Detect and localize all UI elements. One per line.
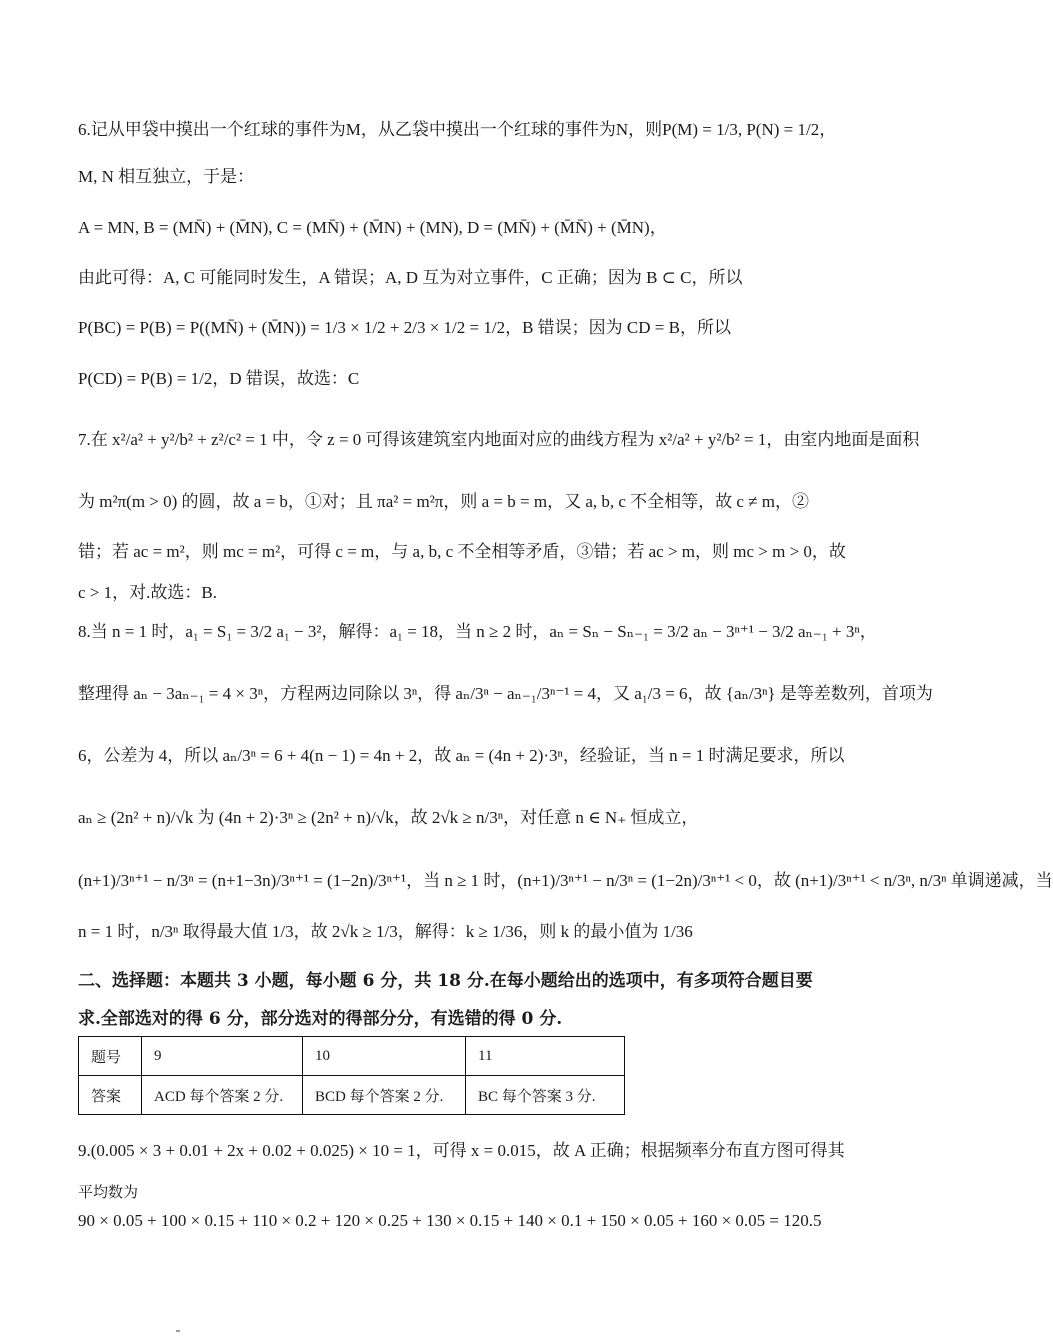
table-cell: 题号	[79, 1037, 142, 1076]
text-line: P(BC) = P(B) = P((MN̄) + (M̄N)) = 1/3 × 1/2 + 2/3 × 1/2 = 1/2，B 错误；因为 CD = B，所以	[78, 318, 731, 337]
text-line: 整理得 aₙ − 3aₙ₋₁ = 4 × 3ⁿ，方程两边同除以 3ⁿ，得 aₙ/3ⁿ − aₙ₋₁/3ⁿ⁻¹ = 4，又 a₁/3 = 6，故 {aₙ/3ⁿ} 是等差数列，首项为	[78, 684, 933, 703]
text-line: 9.(0.005 × 3 + 0.01 + 2x + 0.02 + 0.025) × 10 = 1，可得 x = 0.015，故 A 正确；根据频率分布直方图可得其	[78, 1141, 845, 1160]
text-line: c > 1，对.故选：B.	[78, 583, 217, 602]
section-heading: 求.全部选对的得 6 分，部分选对的得部分分，有选错的得 0 分.	[78, 1009, 563, 1029]
text-line: A = MN, B = (MN̄) + (M̄N), C = (MN̄) + (M̄N) + (MN), D = (MN̄) + (M̄N̄) + (M̄N)，	[78, 218, 667, 237]
footer-mark	[176, 1330, 180, 1332]
table-cell: 10	[303, 1037, 466, 1076]
table-cell: ACD 每个答案 2 分.	[142, 1076, 303, 1115]
table-row	[79, 1076, 625, 1115]
text-line: 6.记从甲袋中摸出一个红球的事件为M，从乙袋中摸出一个红球的事件为N，则P(M) = 1/3, P(N) = 1/2，	[78, 120, 837, 139]
answer-table	[78, 1036, 625, 1115]
table-cell: 9	[142, 1037, 303, 1076]
text-line: 7.在 x²/a² + y²/b² + z²/c² = 1 中，令 z = 0 可得该建筑室内地面对应的曲线方程为 x²/a² + y²/b² = 1，由室内地面是面积	[78, 430, 920, 449]
table-cell: 答案	[79, 1076, 142, 1115]
table-cell: BC 每个答案 3 分.	[466, 1076, 625, 1115]
text-line: 6，公差为 4，所以 aₙ/3ⁿ = 6 + 4(n − 1) = 4n + 2，故 aₙ = (4n + 2)·3ⁿ，经验证，当 n = 1 时满足要求，所以	[78, 746, 845, 765]
text-line: 为 m²π(m > 0) 的圆，故 a = b，①对；且 πa² = m²π，则 a = b = m，又 a, b, c 不全相等，故 c ≠ m，②	[78, 492, 810, 511]
text-line: 由此可得：A, C 可能同时发生，A 错误；A, D 互为对立事件，C 正确；因为 B ⊂ C，所以	[78, 268, 743, 287]
text-line: 90 × 0.05 + 100 × 0.15 + 110 × 0.2 + 120 × 0.25 + 130 × 0.15 + 140 × 0.1 + 150 × 0.05 + 160 × 0.05 = 120.5	[78, 1211, 822, 1230]
text-line: n = 1 时，n/3ⁿ 取得最大值 1/3，故 2√k ≥ 1/3，解得：k ≥ 1/36，则 k 的最小值为 1/36	[78, 922, 693, 941]
text-line: (n+1)/3ⁿ⁺¹ − n/3ⁿ = (n+1−3n)/3ⁿ⁺¹ = (1−2n)/3ⁿ⁺¹，当 n ≥ 1 时，(n+1)/3ⁿ⁺¹ − n/3ⁿ = (1−2n)/3ⁿ⁺¹ < 0，故 (n+1)/3ⁿ⁺¹ < n/3ⁿ, n/3ⁿ 单调递减，当	[78, 871, 1053, 890]
text-line: M, N 相互独立，于是：	[78, 167, 255, 186]
table-cell: 11	[466, 1037, 625, 1076]
text-line: aₙ ≥ (2n² + n)/√k 为 (4n + 2)·3ⁿ ≥ (2n² + n)/√k，故 2√k ≥ n/3ⁿ，对任意 n ∈ N₊ 恒成立，	[78, 808, 699, 827]
table-row	[79, 1037, 625, 1076]
text-line: 平均数为	[78, 1183, 139, 1201]
text-line: 错；若 ac = m²，则 mc = m²，可得 c = m，与 a, b, c 不全相等矛盾，③错；若 ac > m，则 mc > m > 0，故	[78, 542, 846, 561]
section-heading: 二、选择题：本题共 3 小题，每小题 6 分，共 18 分.在每小题给出的选项中，有多项符合题目要	[78, 971, 813, 991]
table-cell: BCD 每个答案 2 分.	[303, 1076, 466, 1115]
text-line: P(CD) = P(B) = 1/2，D 错误，故选：C	[78, 369, 360, 388]
text-line: 8.当 n = 1 时，a₁ = S₁ = 3/2 a₁ − 3²，解得：a₁ = 18，当 n ≥ 2 时，aₙ = Sₙ − Sₙ₋₁ = 3/2 aₙ − 3ⁿ⁺¹ − 3/2 aₙ₋₁ + 3ⁿ，	[78, 622, 877, 641]
